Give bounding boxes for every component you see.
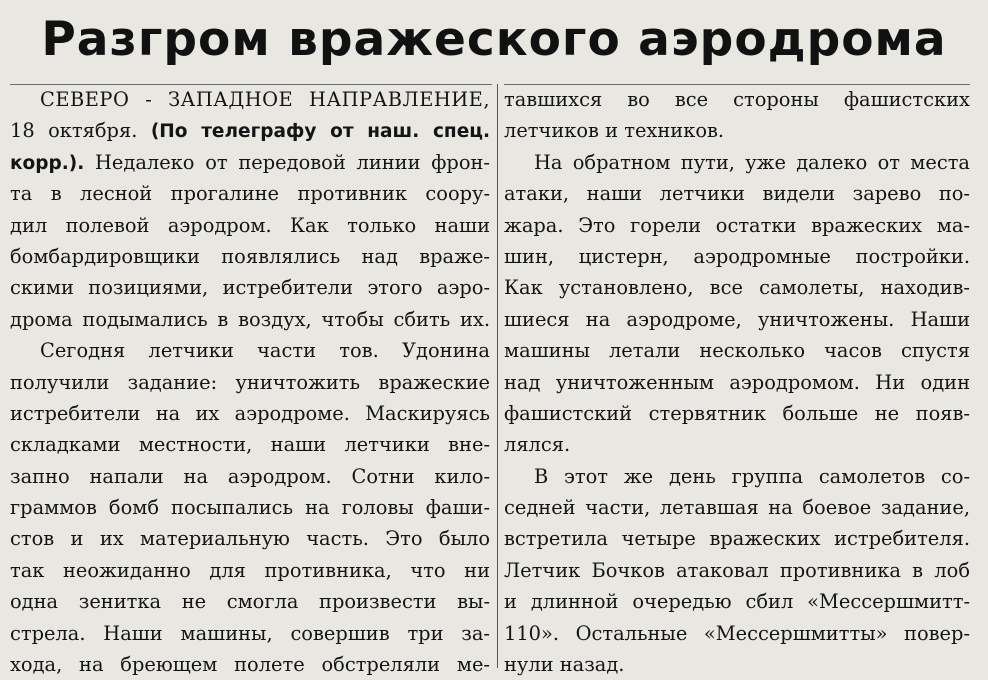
article-line xyxy=(504,241,970,272)
article-text: машины летали несколько часов спустя xyxy=(504,339,970,363)
article-line xyxy=(10,586,490,617)
article-text: скими позициями, истребители этого аэро- xyxy=(10,276,490,300)
article-line xyxy=(504,555,970,586)
article-text: жара. Это горели остатки вражеских ма- xyxy=(504,213,970,237)
article-line xyxy=(10,304,490,335)
dateline-bold-text: корр.). xyxy=(10,152,85,174)
article-text: получили задание: уничтожить вражеские xyxy=(10,370,490,394)
article-text: летчиков и техников. xyxy=(504,119,725,143)
article-line xyxy=(10,523,490,554)
article-text: седней части, летавшая на боевое задание, xyxy=(504,496,970,520)
article-text: фашистский стервятник больше не появ- xyxy=(504,401,970,425)
article-text: истребители на их аэродроме. Маскируясь xyxy=(10,401,490,425)
dateline-bold-text: (По телеграфу от наш. спец. xyxy=(150,121,490,143)
article-text: граммов бомб посыпались на головы фаши- xyxy=(10,496,490,520)
article-text: дрома подымались в воздух, чтобы сбить их. xyxy=(10,307,490,331)
article-line xyxy=(10,210,490,241)
article-text: Сегодня летчики части тов. Удонина xyxy=(40,339,490,363)
article-text: нули назад. xyxy=(504,653,625,677)
article-text: На обратном пути, уже далеко от места xyxy=(534,150,970,174)
article-text: так неожиданно для противника, что ни xyxy=(10,558,490,582)
article-text: запно напали на аэродром. Сотни кило- xyxy=(10,464,490,488)
article-text: встретила четыре вражеских истребителя. xyxy=(504,527,970,551)
article-line xyxy=(10,335,490,366)
column-divider xyxy=(497,84,498,668)
article-line xyxy=(504,461,970,492)
article-line xyxy=(504,84,970,115)
article-line xyxy=(504,618,970,649)
article-text: 110». Остальные «Мессершмитты» повер- xyxy=(504,621,970,645)
article-text: стов и их материальную часть. Это было xyxy=(10,527,490,551)
article-line xyxy=(504,210,970,241)
article-column-right xyxy=(504,84,970,680)
article-text: Как установлено, все самолеты, находив- xyxy=(504,276,970,300)
article-line xyxy=(504,586,970,617)
article-line xyxy=(10,367,490,398)
article-column-left xyxy=(10,84,490,680)
article-line xyxy=(504,492,970,523)
article-text: шиеся на аэродроме, уничтожены. Наши xyxy=(504,307,970,331)
article-line xyxy=(504,178,970,209)
article-line xyxy=(10,178,490,209)
article-text: В этот же день группа самолетов со- xyxy=(534,464,970,488)
article-line xyxy=(10,649,490,680)
article-text: СЕВЕРО - ЗАПАДНОЕ НАПРАВЛЕНИЕ, xyxy=(40,88,490,111)
article-line xyxy=(10,555,490,586)
article-line xyxy=(10,461,490,492)
article-line xyxy=(10,272,490,303)
article-line xyxy=(10,492,490,523)
article-line xyxy=(10,241,490,272)
article-text: шин, цистерн, аэродромные постройки. xyxy=(504,244,970,268)
article-line xyxy=(504,335,970,366)
article-text: над уничтоженным аэродромом. Ни один xyxy=(504,370,970,394)
article-line xyxy=(10,618,490,649)
article-line xyxy=(504,649,970,680)
article-line xyxy=(504,115,970,146)
article-text: атаки, наши летчики видели зарево по- xyxy=(504,182,970,206)
article-line xyxy=(504,147,970,178)
article-text: и длинной очередью сбил «Мессершмитт- xyxy=(504,590,970,614)
article-headline: Разгром вражеского аэродрома xyxy=(41,12,947,67)
article-text: Летчик Бочков атаковал противника в лоб xyxy=(504,558,970,582)
article-text: хода, на бреющем полете обстреляли ме- xyxy=(10,653,490,677)
article-text: складками местности, наши летчики вне- xyxy=(10,433,490,457)
article-line xyxy=(504,523,970,554)
article-text: Недалеко от передовой линии фрон- xyxy=(84,150,490,174)
article-text: бомбардировщики появлялись над враже- xyxy=(10,244,490,268)
article-line xyxy=(504,398,970,429)
article-line xyxy=(10,429,490,460)
article-line xyxy=(504,429,970,460)
article-text: тавшихся во все стороны фашистских xyxy=(504,88,970,111)
article-text: та в лесной прогалине противник соору- xyxy=(10,182,490,206)
article-line xyxy=(10,115,490,146)
article-line xyxy=(10,147,490,178)
article-line xyxy=(10,84,490,115)
article-text: лялся. xyxy=(504,433,571,457)
article-line xyxy=(504,272,970,303)
article-text: 18 октября. xyxy=(10,119,151,143)
article-text: дил полевой аэродром. Как только наши xyxy=(10,213,490,237)
article-line xyxy=(504,304,970,335)
article-text: одна зенитка не смогла произвести вы- xyxy=(10,590,490,614)
article-line xyxy=(10,398,490,429)
article-line xyxy=(504,367,970,398)
article-text: стрела. Наши машины, совершив три за- xyxy=(10,621,490,645)
